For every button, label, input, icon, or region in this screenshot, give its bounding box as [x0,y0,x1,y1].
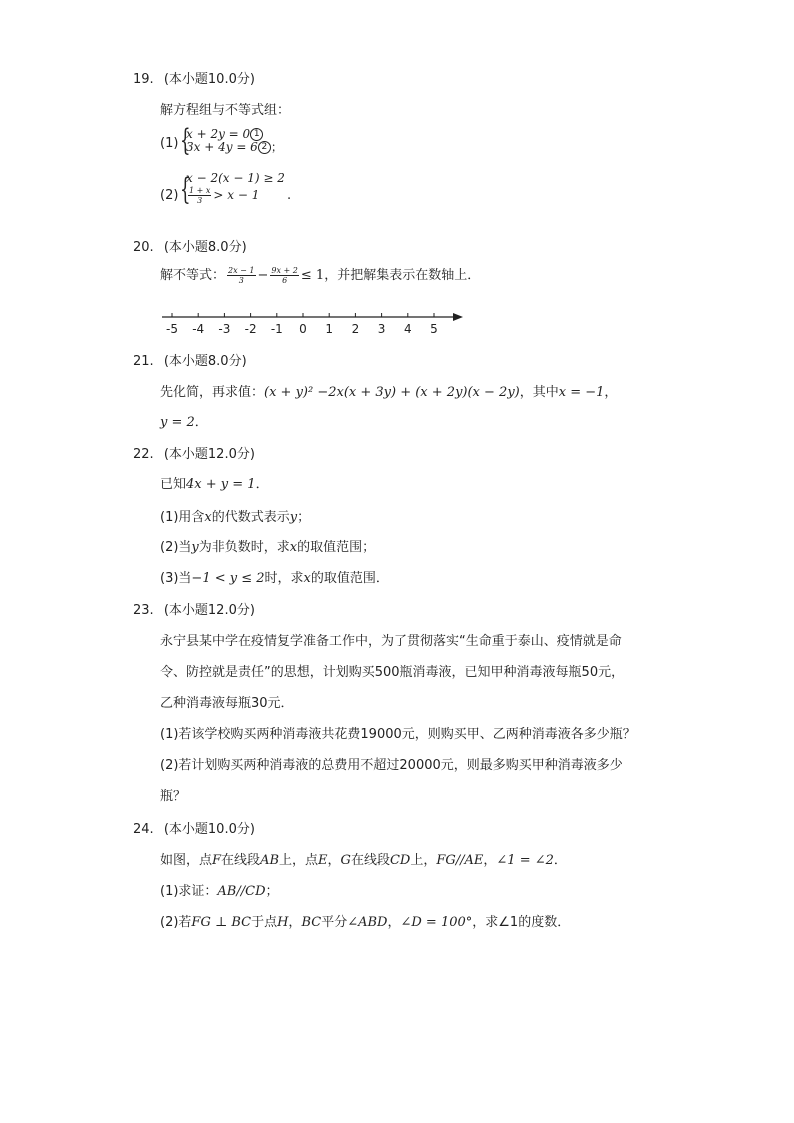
q22-part2 [160,536,375,555]
q24-l1h: ． [553,853,567,868]
tick-label: -3 [218,322,231,336]
q19-frac-num: 1 + x [189,186,211,195]
q20-f2-den: 6 [282,276,288,285]
q19-ineq2-rest: > x − 1 [213,188,260,202]
q19-part1-end: ； [270,140,283,154]
question-23-header [133,599,255,618]
q19-fraction [188,186,211,205]
q22-p1x: x [204,510,212,525]
q22-given [160,473,269,492]
q22-p3b: 时，求 [264,571,304,586]
q22-p1c: ； [297,510,311,525]
q21-statement [160,381,617,400]
q23-line-2: 令、防控就是责任”的思想，计划购买500瓶消毒液，已知甲种消毒液每瓶50元， [160,665,625,680]
q24-cond2: ∠1 = ∠2 [496,853,554,868]
q21-expression: (x + y)² −2x(x + 3y) + (x + 2y)(x − 2y) [264,385,520,400]
q24-AB: AB [260,853,280,868]
tick-label: 3 [377,322,386,336]
q19-part2-label: (2) [160,188,179,203]
q22-p3a: (3)当 [160,571,192,586]
tick-label: -4 [192,322,205,336]
tick-label: 1 [325,322,334,336]
q23-line-6: 瓶？ [160,789,187,804]
q21-x-value: x = −1 [558,385,605,400]
q24-l1d: ， [327,853,341,868]
question-20-header [133,236,247,255]
q19-intro: 解方程组与不等式组： [160,103,291,118]
question-score: (本小题12.0分) [163,603,255,618]
question-number: 22. [133,447,154,462]
circle-1-icon: 1 [250,128,263,141]
circle-2-icon: 2 [258,141,271,154]
q23-line-3: 乙种消毒液每瓶30元． [160,696,294,711]
q20-minus: − [257,268,269,283]
q20-fraction-1 [227,266,255,285]
q21-comma: ， [604,385,618,400]
tick-label: 5 [430,322,438,336]
q19-part1-brace: { [180,123,191,158]
q24-CD: CD [389,853,411,868]
q22-p2b: 为非负数时，求 [198,540,290,555]
q24-cond1: FG//AE [436,853,484,868]
q19-eq1: x + 2y = 0 [186,127,251,141]
question-score: (本小题10.0分) [163,72,255,87]
q19-ineq1: x − 2(x − 1) ≥ 2 [186,171,285,185]
q24-l1g: ， [483,853,497,868]
q22-given-pre: 已知 [160,477,187,492]
q22-p3x: x [303,571,311,586]
q24-p1b: AB//CD [217,884,266,899]
q24-l1f: 上， [410,853,437,868]
question-number: 24. [133,822,154,837]
tick-label: 2 [351,322,360,336]
question-19-header [133,68,255,87]
q24-l1a: 如图，点 [160,853,213,868]
q20-statement [160,264,480,285]
q22-p2y: y [191,540,199,555]
q23-line-4: (1)若该学校购买两种消毒液共花费19000元，则购买甲、乙两种消毒液各多少瓶？ [160,727,636,742]
q22-p2x: x [289,540,298,555]
q20-prefix: 解不等式： [160,268,226,283]
q24-l1b: 在线段 [221,853,261,868]
question-score: (本小题8.0分) [163,354,247,369]
q21-statement-cont [160,411,208,430]
q22-p2c: 的取值范围； [297,540,376,555]
tick-label: 0 [299,322,307,336]
q24-statement [160,849,567,868]
q23-line-5: (2)若计划购买两种消毒液的总费用不超过20000元，则最多购买甲种消毒液多少 [160,758,623,773]
q19-eq2: 3x + 4y = 6 [186,140,258,154]
q19-part1-label: (1) [160,136,179,151]
q24-p2d: ， [288,915,302,930]
q24-p2f: ， [387,915,401,930]
q19-frac-den: 3 [197,196,203,205]
q19-part2-system [186,172,285,205]
q21-y-value: y = 2 [160,415,195,430]
q20-relation: ≤ 1 [300,268,325,283]
q24-E: E [318,853,328,868]
tick-label: -5 [166,322,178,336]
question-score: (本小题8.0分) [163,240,247,255]
q23-line-1: 永宁县某中学在疫情复学准备工作中，为了贯彻落实“生命重于泰山、疫情就是命 [160,634,622,649]
number-line [150,304,480,340]
q22-p3cond: −1 < y ≤ 2 [191,571,265,586]
q24-F: F [212,853,222,868]
q19-part2-end: . [287,188,292,203]
q24-p2c: 于点 [251,915,278,930]
tick-label: -2 [244,322,257,336]
q24-angD: ∠D = 100° [400,915,473,930]
q22-part3 [160,567,389,586]
question-number: 19. [133,72,154,87]
tick-label: 4 [403,322,412,336]
q20-fraction-2 [270,266,298,285]
q24-l1c: 上，点 [279,853,319,868]
question-number: 23. [133,603,154,618]
question-24-header [133,818,255,837]
q20-f2-num: 9x + 2 [271,266,298,275]
q22-p2a: (2)当 [160,540,192,555]
question-score: (本小题10.0分) [163,822,255,837]
q19-part1-system [186,128,283,154]
q24-G: G [340,853,351,868]
q21-end: ． [194,415,208,430]
q24-p2b: FG ⊥ BC [191,915,252,930]
q19-part2-brace: { [180,172,191,207]
q24-p2g: ，求∠1的度数． [472,915,571,930]
question-21-header [133,350,247,369]
q24-BC: BC [301,915,322,930]
arrow-right-icon [453,313,463,321]
q20-suffix: ，并把解集表示在数轴上． [324,268,481,283]
q22-p1a: (1)用含 [160,510,205,525]
question-number: 21. [133,354,154,369]
q24-p2e: 平分 [321,915,348,930]
q21-prefix: 先化简，再求值： [160,385,265,400]
q24-part1 [160,880,279,899]
question-number: 20. [133,240,154,255]
q24-p1c: ； [265,884,279,899]
q24-H: H [277,915,289,930]
q21-mid: ，其中 [519,385,559,400]
q20-f1-den: 3 [238,276,244,285]
q22-p3c: 的取值范围． [310,571,389,586]
q24-p1a: (1)求证： [160,884,218,899]
q20-f1-num: 2x − 1 [228,266,255,275]
tick-label: -1 [270,322,283,336]
q22-p1b: 的代数式表示 [211,510,290,525]
q22-given-eq: 4x + y = 1 [186,477,256,492]
q24-part2 [160,911,570,930]
q24-ang: ∠ABD [347,915,388,930]
q22-part1 [160,506,310,525]
q22-p1y: y [289,510,298,525]
q24-l1e: 在线段 [350,853,390,868]
q22-given-end: ． [255,477,269,492]
question-22-header [133,443,255,462]
question-score: (本小题12.0分) [163,447,255,462]
q24-p2a: (2)若 [160,915,192,930]
